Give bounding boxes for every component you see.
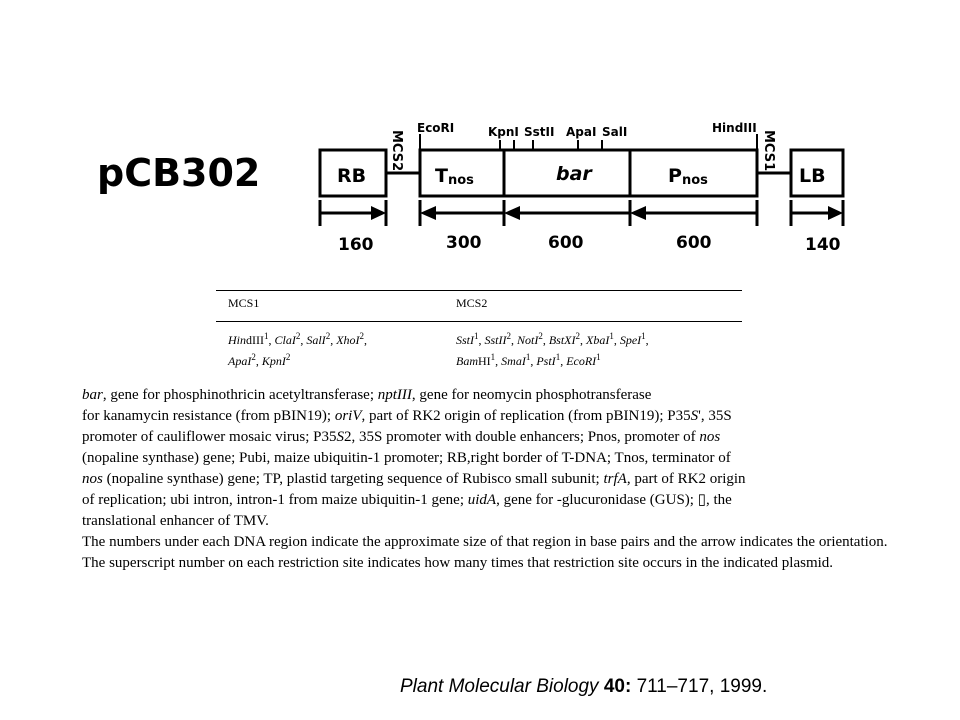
mcs2-sites xyxy=(456,328,742,370)
site-kpni: KpnI xyxy=(488,125,519,139)
pnos-label: Pnos xyxy=(668,165,708,188)
restriction-site: SalI$^2$ xyxy=(306,331,331,347)
size-rb: 160 xyxy=(338,235,374,255)
mcs2-header: MCS2 xyxy=(456,296,488,310)
site-apai: ApaI xyxy=(566,125,597,139)
mcs1-label: MCS1 xyxy=(761,130,776,172)
restriction-site: NotI$^2$ xyxy=(517,331,543,347)
restriction-site: XhoI$^2$ xyxy=(336,331,365,347)
tnos-label: Tnos xyxy=(435,165,474,188)
journal-volume: 40: xyxy=(603,676,632,697)
rb-label: RB xyxy=(337,165,367,187)
restriction-site: BstXI$^2$ xyxy=(548,331,581,347)
mcs2-label: MCS2 xyxy=(389,130,404,172)
restriction-site: ClaI$^2$ xyxy=(274,331,301,347)
restriction-site: PstI$^1$ xyxy=(536,352,561,368)
site-sali: SalI xyxy=(602,125,628,139)
mcs-table xyxy=(216,290,742,374)
journal-pages-year: 711–717, 1999. xyxy=(636,676,768,697)
size-pnos: 600 xyxy=(676,233,712,253)
size-lb: 140 xyxy=(805,235,841,255)
journal-name: Plant Molecular Biology xyxy=(400,676,599,697)
lb-label: LB xyxy=(799,165,826,187)
restriction-site: SpeI$^1$ xyxy=(619,331,646,347)
plasmid-name: pCB302 xyxy=(97,151,261,195)
figure-legend xyxy=(82,385,927,574)
site-sstii: SstII xyxy=(524,125,555,139)
restriction-site: ApaI$^2$ xyxy=(228,352,256,368)
restriction-site: KpnI$^2$ xyxy=(261,352,291,368)
mcs2-row: SstI$^1$, SstII$^2$, NotI$^2$, BstXI$^2$, XbaI$^1$, SpeI$^1$, xyxy=(456,331,649,347)
mcs1-header: MCS1 xyxy=(228,296,260,310)
mcs1-sites xyxy=(228,328,456,370)
plasmid-map xyxy=(0,0,960,290)
restriction-site: HindIII$^1$ xyxy=(228,331,269,347)
bar-label: bar xyxy=(556,163,592,185)
restriction-site: SmaI$^1$ xyxy=(501,352,531,368)
legend-abbreviations: bar, gene for phosphinothricin acetyltransferase; nptIII, gene for neomycin phosphotransferase for kanamycin resistance (from pBIN19); oriV, part of RK2 origin of replication (from pBIN19); P35S', 35S promoter of cauliflower mosaic virus; P35S2, 35S promoter with double enhancers; Pnos, promoter of nos (nopaline synthase) gene; Pubi, maize ubiquitin-1 promoter; RB,right border of T-DNA; Tnos, terminator of nos (nopaline synthase) gene; TP, plastid targeting sequence of Rubisco small subunit; trfA, part of RK2 origin of replication; ubi intron, intron-1 from maize ubiquitin-1 gene; uidA, gene for -glucuronidase (GUS); ▯, the translational enhancer of TMV. xyxy=(82,387,746,529)
size-bar: 600 xyxy=(548,233,584,253)
mcs1-row: HindIII$^1$, ClaI$^2$, SalI$^2$, XhoI$^2$, xyxy=(228,331,368,347)
legend-superscript-note: The superscript number on each restriction site indicates how many times that restriction site occurs in the indicated plasmid. xyxy=(82,555,834,571)
citation xyxy=(400,676,767,698)
restriction-site: XbaI$^1$ xyxy=(586,331,614,347)
size-tnos: 300 xyxy=(446,233,482,253)
legend-sizes-note: The numbers under each DNA region indicate the approximate size of that region in base pairs and the arrow indicates the orientation. xyxy=(82,534,888,550)
restriction-site: BamHI$^1$ xyxy=(456,352,496,368)
mcs1-row: ApaI$^2$, KpnI$^2$ xyxy=(228,352,291,368)
restriction-site: EcoRI$^1$ xyxy=(566,352,601,368)
restriction-site: SstII$^2$ xyxy=(484,331,511,347)
site-hindiii: HindIII xyxy=(712,121,757,135)
site-ecori: EcoRI xyxy=(417,121,455,135)
mcs2-row: BamHI$^1$, SmaI$^1$, PstI$^1$, EcoRI$^1$ xyxy=(456,352,601,368)
restriction-site: SstI$^1$ xyxy=(456,331,479,347)
